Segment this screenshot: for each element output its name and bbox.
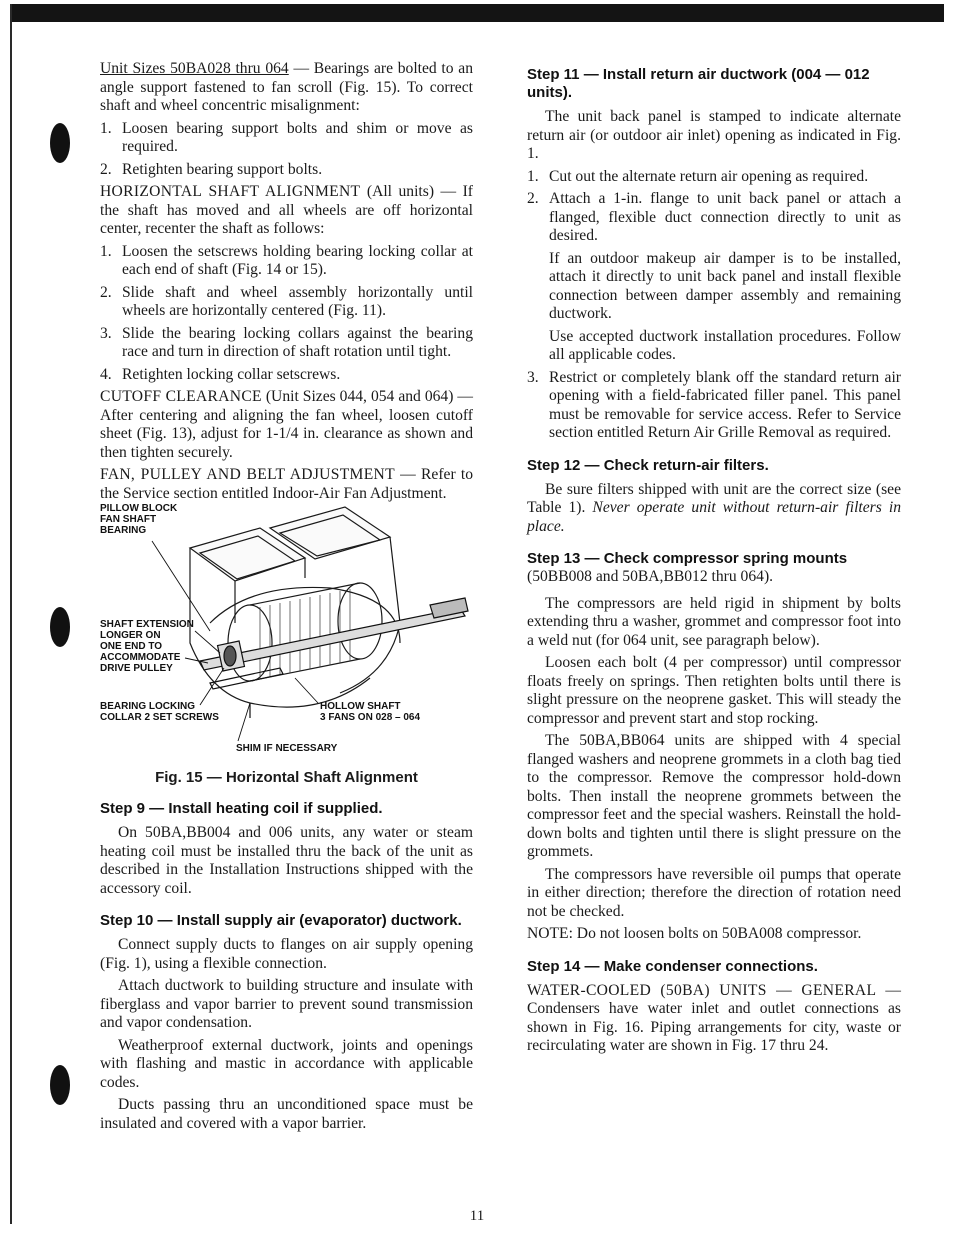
list-item: 2. Attach a 1-in. flange to unit back panel or attach a flanged, flexible duct connection directly to unit as desired. bbox=[527, 190, 901, 244]
step-10-paragraph: Attach ductwork to building structure and insulate with fiberglass and vapor barrier to prevent sound transmission and vapor condensation. bbox=[100, 977, 473, 1031]
right-column bbox=[527, 60, 901, 1056]
step-11-paragraph: The unit back panel is stamped to indicate alternate return air (or outdoor air inlet) opening as indicated in Fig. 1. bbox=[527, 108, 901, 162]
step-9-paragraph: On 50BA,BB004 and 006 units, any water or steam heating coil must be installed thru the back of the unit as described in the Installation Instructions shipped with the accessory coil. bbox=[100, 824, 473, 897]
binder-hole-mark bbox=[40, 1060, 70, 1110]
horizontal-alignment-paragraph: HORIZONTAL SHAFT ALIGNMENT (All units) — If the shaft has moved and all wheels are off horizontal center, recenter the shaft as follows: bbox=[100, 183, 473, 237]
list-item: 3. Restrict or completely blank off the standard return air opening with a field-fabricated filler panel. This panel must be removable for service access. Refer to Service section entitled Return Air Grille Removal as required. bbox=[527, 368, 901, 441]
step-13-note: NOTE: Do not loosen bolts on 50BA008 compressor. bbox=[527, 925, 862, 942]
step-13-paragraph: Loosen each bolt (4 per compressor) until compressor floats freely on springs. Then retighten bolts until there is slight pressure on the neoprene gasket. This will steady the compressor and prevent start and stop rocking. bbox=[527, 654, 901, 727]
fan-shaft-figure bbox=[100, 503, 473, 765]
step-9-heading: Step 9 — Install heating coil if supplied. bbox=[100, 800, 383, 817]
label-bearing-locking-collar: BEARING LOCKING COLLAR 2 SET SCREWS bbox=[100, 701, 219, 723]
binder-hole-mark bbox=[40, 118, 70, 168]
step-14-paragraph: WATER-COOLED (50BA) UNITS — GENERAL — Condensers have water inlet and outlet connections as shown in Fig. 16. Piping arrangements for city, waste or recirculating water are shown in Fig. 17 thru 24. bbox=[527, 981, 901, 1054]
step-10-paragraph: Connect supply ducts to flanges on air supply opening (Fig. 1), using a flexible connection. bbox=[100, 936, 473, 972]
figure-caption: Fig. 15 — Horizontal Shaft Alignment bbox=[155, 769, 418, 786]
left-border bbox=[10, 4, 12, 1224]
list-item: 2. Retighten bearing support bolts. bbox=[100, 160, 323, 178]
list-item: 3. Slide the bearing locking collars against the bearing race and turn in direction of shaft rotation until tight. bbox=[100, 324, 473, 360]
step-10-paragraph: Ducts passing thru an unconditioned space must be insulated and covered with a vapor barrier. bbox=[100, 1096, 473, 1132]
step-13-heading: Step 13 — Check compressor spring mounts bbox=[527, 550, 848, 567]
cutoff-clearance-paragraph: CUTOFF CLEARANCE (Unit Sizes 044, 054 and 064) — After centering and aligning the fan wheel, loosen cutoff sheet (Fig. 13), adjust for 1-1/4 in. clearance as shown and then tighten securely. bbox=[100, 388, 473, 461]
bearing-paragraph: Unit Sizes 50BA028 thru 064 — Bearings are bolted to an angle support fastened to fan scroll (Fig. 15). To correct shaft and wheel concentric misalignment: bbox=[100, 60, 474, 114]
list-item: 2. Slide shaft and wheel assembly horizontally until wheels are horizontally centered (Fig. 11). bbox=[100, 283, 473, 319]
list-item: 1. Loosen the setscrews holding bearing locking collar at each end of shaft (Fig. 14 or 15). bbox=[100, 242, 473, 278]
label-shim: SHIM IF NECESSARY bbox=[236, 743, 338, 754]
step-13-paragraph: The 50BA,BB064 units are shipped with 4 special flanged washers and neoprene grommets in a cloth bag tied to the compressor. Remove the compressor hold-down bolts. Then install the neoprene grommets between the compressor feet and the special washers. Reinstall the hold-down bolts and tighten until there is slight pressure on the grommets. bbox=[527, 732, 901, 860]
step-11-heading: Step 11 — Install return air ductwork (004 — 012 units). bbox=[527, 66, 870, 101]
list-item: 1. Loosen bearing support bolts and shim or move as required. bbox=[100, 119, 473, 155]
list-item: 1. Cut out the alternate return air opening as required. bbox=[527, 167, 869, 185]
label-pillow-block-bearing: PILLOW BLOCK FAN SHAFT BEARING bbox=[100, 503, 178, 536]
step-10-paragraph: Weatherproof external ductwork, joints and openings with flashing and mastic in accordance with applicable codes. bbox=[100, 1036, 473, 1091]
page-number: 11 bbox=[469, 1208, 485, 1224]
fan-pulley-paragraph: FAN, PULLEY AND BELT ADJUSTMENT — Refer to the Service section entitled Indoor-Air Fan Adjustment. bbox=[100, 466, 473, 502]
step-13-paragraph: The compressors are held rigid in shipment by bolts extending thru a washer, grommet and compressor foot into a weld nut (for 064 unit, see paragraph below). bbox=[527, 594, 901, 649]
step-10-heading: Step 10 — Install supply air (evaporator) ductwork. bbox=[100, 912, 462, 929]
step-11-subparagraph: If an outdoor makeup air damper is to be installed, attach it directly to unit back panel and install flexible connection between damper assembly and remaining ductwork. bbox=[549, 249, 901, 322]
top-border bbox=[10, 4, 944, 22]
step-11-subparagraph: Use accepted ductwork installation procedures. Follow all applicable codes. bbox=[549, 327, 901, 363]
list-item: 4. Retighten locking collar setscrews. bbox=[100, 365, 341, 383]
label-shaft-extension: SHAFT EXTENSION LONGER ON ONE END TO ACCOMMODATE DRIVE PULLEY bbox=[100, 619, 194, 674]
step-13-subtitle: (50BB008 and 50BA,BB012 thru 064). bbox=[527, 568, 774, 585]
left-column bbox=[100, 60, 473, 1133]
step-14-heading: Step 14 — Make condenser connections. bbox=[527, 957, 818, 975]
step-12-heading: Step 12 — Check return-air filters. bbox=[527, 456, 769, 474]
label-hollow-shaft: HOLLOW SHAFT 3 FANS ON 028 – 064 bbox=[320, 701, 421, 723]
binder-hole-mark bbox=[40, 602, 70, 652]
step-12-paragraph: Be sure filters shipped with unit are the correct size (see Table 1). Never operate unit without return-air filters in place. bbox=[527, 480, 902, 535]
step-13-paragraph: The compressors have reversible oil pumps that operate in either direction; therefore the direction of rotation need not be checked. bbox=[527, 865, 901, 920]
